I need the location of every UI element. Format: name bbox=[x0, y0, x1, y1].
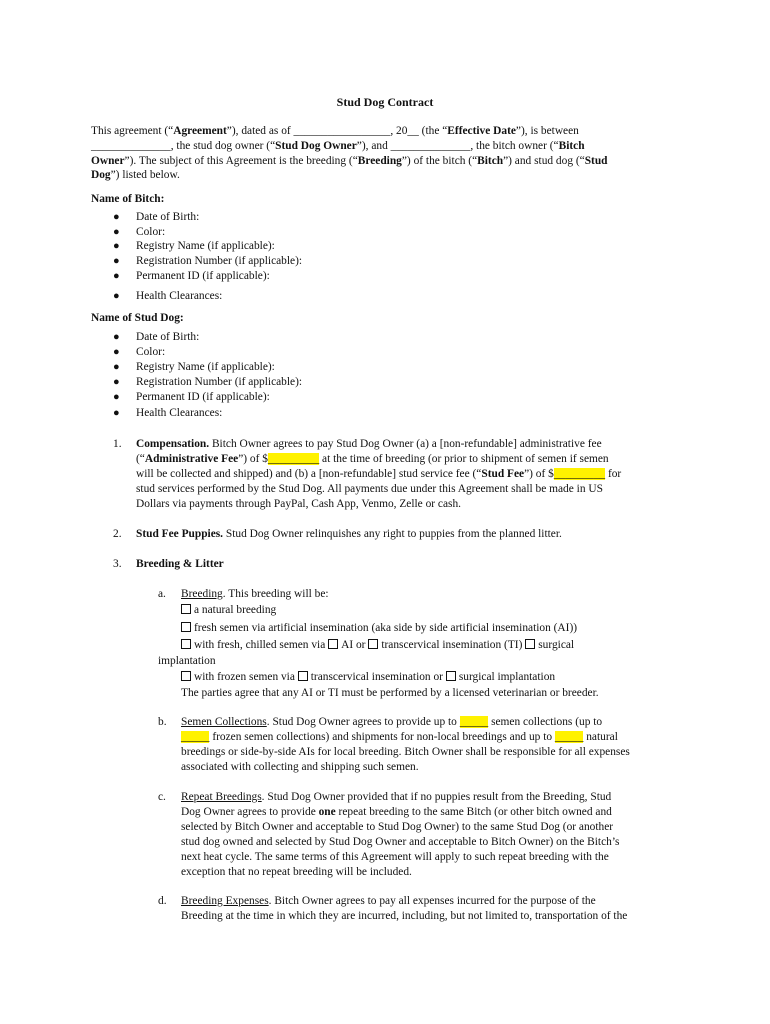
section-3b-letter: b. bbox=[158, 716, 167, 728]
checkbox-frozen-surgical[interactable] bbox=[446, 671, 456, 681]
collections-blank[interactable]: _____ bbox=[459, 716, 489, 728]
section-3c-line-4: stud dog owned and selected by Stud Dog Owner and acceptable to Bitch Owner) on the Bitch’s bbox=[181, 836, 620, 848]
bitch-detail-bullet-icon: ● bbox=[113, 240, 120, 252]
section-3c-line-3: selected by Bitch Owner and acceptable to Stud Dog Owner) to the same Stud Dog (or another bbox=[181, 821, 614, 833]
section-3b-line-4: associated with collecting and shipping such semen. bbox=[181, 761, 419, 773]
section-1-line-2: (“Administrative Fee”) of $_________ at the time of breeding (or prior to shipment of semen if semen bbox=[136, 453, 609, 465]
section-3a-note: The parties agree that any AI or TI must be performed by a licensed veterinarian or breeder. bbox=[181, 687, 599, 699]
admin-fee-blank[interactable]: _________ bbox=[267, 453, 320, 465]
stud-detail-bullet-icon: ● bbox=[113, 376, 120, 388]
section-1-line-4: stud services performed by the Stud Dog. All payments due under this Agreement shall be made in US bbox=[136, 483, 603, 495]
bitch-detail-item: Color: bbox=[136, 226, 166, 238]
stud-detail-bullet-icon: ● bbox=[113, 407, 120, 419]
intro-line-3: Owner”). The subject of this Agreement is the breeding (“Breeding”) of the bitch (“Bitch”) and stud dog (“Stud bbox=[91, 155, 608, 167]
section-3b-line-3: breedings or side-by-side AIs for local breeding. Bitch Owner shall be responsible for all expenses bbox=[181, 746, 630, 758]
bitch-detail-bullet-icon: ● bbox=[113, 255, 120, 267]
section-3d-letter: d. bbox=[158, 895, 167, 907]
bitch-detail-item: Permanent ID (if applicable): bbox=[136, 270, 270, 282]
checkbox-chilled-surgical[interactable] bbox=[525, 639, 535, 649]
stud-fee-blank[interactable]: _________ bbox=[553, 468, 606, 480]
stud-detail-item: Registration Number (if applicable): bbox=[136, 376, 303, 388]
section-1-line-3: will be collected and shipped) and (b) a [non-refundable] stud service fee (“Stud Fee”) of $_________ for bbox=[136, 468, 622, 480]
checkbox-frozen-ti[interactable] bbox=[298, 671, 308, 681]
checkbox-chilled[interactable] bbox=[181, 639, 191, 649]
bitch-detail-item: Registration Number (if applicable): bbox=[136, 255, 303, 267]
section-3b-line-2: _____ frozen semen collections) and shipments for non-local breedings and up to _____ natural bbox=[181, 731, 618, 743]
section-2-number: 2. bbox=[113, 528, 122, 540]
section-3d-line-1: Breeding Expenses. Bitch Owner agrees to pay all expenses incurred for the purpose of the bbox=[181, 895, 596, 907]
stud-detail-bullet-icon: ● bbox=[113, 361, 120, 373]
section-3-heading: Breeding & Litter bbox=[136, 558, 224, 570]
bitch-detail-bullet-icon: ● bbox=[113, 270, 120, 282]
frozen-collections-blank[interactable]: _____ bbox=[181, 731, 210, 743]
section-1-line-5: Dollars via payments through PayPal, Cash App, Venmo, Zelle or cash. bbox=[136, 498, 462, 510]
checkbox-chilled-ti[interactable] bbox=[368, 639, 378, 649]
bitch-detail-item: Date of Birth: bbox=[136, 211, 200, 223]
section-3a-line-1: Breeding. This breeding will be: bbox=[181, 588, 329, 600]
option-chilled-continuation: implantation bbox=[158, 655, 216, 667]
section-3a-letter: a. bbox=[158, 588, 166, 600]
checkbox-natural[interactable] bbox=[181, 604, 191, 614]
section-3b-line-1: Semen Collections. Stud Dog Owner agrees to provide up to _____ semen collections (up to bbox=[181, 716, 603, 728]
document-title: Stud Dog Contract bbox=[336, 95, 434, 109]
option-frozen: with frozen semen via transcervical insemination or surgical implantation bbox=[181, 670, 555, 684]
bitch-detail-item: Health Clearances: bbox=[136, 290, 223, 302]
stud-detail-item: Date of Birth: bbox=[136, 331, 200, 343]
checkbox-fresh-ai[interactable] bbox=[181, 622, 191, 632]
section-3c-line-2: Dog Owner agrees to provide one repeat breeding to the same Bitch (or other bitch owned and bbox=[181, 806, 612, 818]
natural-breedings-blank[interactable]: _____ bbox=[554, 731, 584, 743]
checkbox-frozen[interactable] bbox=[181, 671, 191, 681]
stud-detail-bullet-icon: ● bbox=[113, 391, 120, 403]
stud-detail-item: Health Clearances: bbox=[136, 407, 223, 419]
bitch-heading: Name of Bitch: bbox=[91, 193, 165, 205]
section-3c-line-6: exception that no repeat breeding will be included. bbox=[181, 866, 412, 878]
stud-detail-bullet-icon: ● bbox=[113, 346, 120, 358]
section-3c-line-5: next heat cycle. The same terms of this Agreement will apply to such repeat breeding with the bbox=[181, 851, 609, 863]
bitch-detail-bullet-icon: ● bbox=[113, 211, 120, 223]
section-3d-line-2: Breeding at the time in which they are incurred, including, but not limited to, transportation of the bbox=[181, 910, 628, 922]
section-3c-letter: c. bbox=[158, 791, 166, 803]
checkbox-chilled-ai[interactable] bbox=[328, 639, 338, 649]
section-3-number: 3. bbox=[113, 558, 122, 570]
stud-detail-item: Permanent ID (if applicable): bbox=[136, 391, 270, 403]
section-3c-line-1: Repeat Breedings. Stud Dog Owner provided that if no puppies result from the Breeding, Stud bbox=[181, 791, 612, 803]
section-2-line: Stud Fee Puppies. Stud Dog Owner relinquishes any right to puppies from the planned litter. bbox=[136, 528, 562, 540]
section-1-number: 1. bbox=[113, 438, 122, 450]
bitch-detail-bullet-icon: ● bbox=[113, 290, 120, 302]
option-fresh-ai: fresh semen via artificial insemination (aka side by side artificial insemination (AI)) bbox=[181, 621, 577, 635]
option-natural-breeding: a natural breeding bbox=[181, 603, 276, 617]
option-chilled: with fresh, chilled semen via AI or transcervical insemination (TI) surgical bbox=[181, 638, 574, 652]
bitch-detail-bullet-icon: ● bbox=[113, 226, 120, 238]
bitch-detail-item: Registry Name (if applicable): bbox=[136, 240, 275, 252]
stud-detail-bullet-icon: ● bbox=[113, 331, 120, 343]
stud-heading: Name of Stud Dog: bbox=[91, 312, 184, 324]
intro-line-1: This agreement (“Agreement”), dated as of _________________, 20__ (the “Effective Date”), is between bbox=[91, 125, 579, 137]
section-1-line-1: Compensation. Bitch Owner agrees to pay Stud Dog Owner (a) a [non-refundable] administrative fee bbox=[136, 438, 602, 450]
stud-detail-item: Registry Name (if applicable): bbox=[136, 361, 275, 373]
intro-line-2: ______________, the stud dog owner (“Stud Dog Owner”), and ______________, the bitch owner (“Bitch bbox=[91, 140, 585, 152]
stud-detail-item: Color: bbox=[136, 346, 166, 358]
intro-line-4: Dog”) listed below. bbox=[91, 169, 180, 181]
